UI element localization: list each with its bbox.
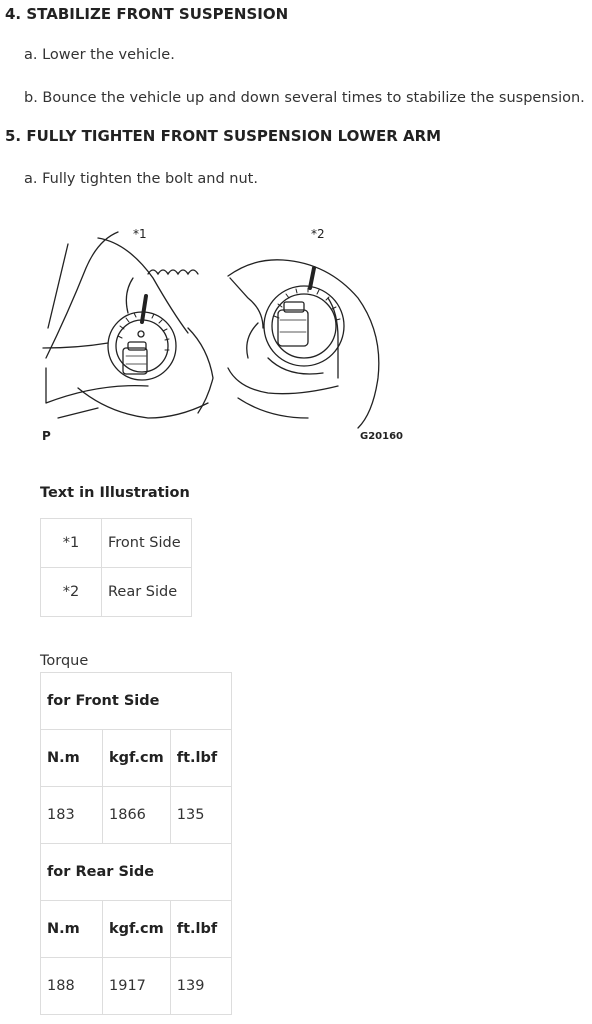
step5-substep-a: a. Fully tighten the bolt and nut. xyxy=(24,171,258,187)
unit-header: N.m xyxy=(41,901,103,958)
table-row xyxy=(41,730,232,787)
torque-value: 1917 xyxy=(103,958,171,1015)
illustration-legend-table xyxy=(40,518,192,617)
table-row xyxy=(41,901,232,958)
step4-substep-a: a. Lower the vehicle. xyxy=(24,47,175,63)
torque-value: 183 xyxy=(41,787,103,844)
illustration-legend-title: Text in Illustration xyxy=(40,485,190,501)
unit-header: kgf.cm xyxy=(103,901,171,958)
legend-key: *1 xyxy=(41,519,102,568)
rear-frame-line xyxy=(228,260,379,428)
table-row xyxy=(41,519,192,568)
illustration-drawing xyxy=(38,218,418,448)
figure-code: G20160 xyxy=(360,431,403,442)
legend-key: *2 xyxy=(41,568,102,617)
unit-header: N.m xyxy=(41,730,103,787)
rear-gauge-dial xyxy=(264,286,344,366)
table-row xyxy=(41,568,192,617)
torque-value: 1866 xyxy=(103,787,171,844)
front-bolt-head xyxy=(123,348,147,374)
rear-bolt-head xyxy=(278,310,308,346)
table-row xyxy=(41,673,232,730)
torque-value: 135 xyxy=(170,787,231,844)
torque-illustration xyxy=(38,218,418,448)
step4-heading: 4. STABILIZE FRONT SUSPENSION xyxy=(5,5,289,23)
torque-value: 188 xyxy=(41,958,103,1015)
rear-torque-marker xyxy=(310,268,314,288)
torque-table xyxy=(40,672,232,1015)
unit-header: ft.lbf xyxy=(170,730,231,787)
front-torque-marker xyxy=(142,296,146,322)
front-spring-coils xyxy=(148,270,198,274)
callout-1: *1 xyxy=(133,227,147,241)
unit-header: kgf.cm xyxy=(103,730,171,787)
callout-2: *2 xyxy=(311,227,325,241)
unit-header: ft.lbf xyxy=(170,901,231,958)
corner-letter: P xyxy=(42,429,51,443)
torque-label: Torque xyxy=(40,653,89,669)
legend-value: Rear Side xyxy=(102,568,192,617)
torque-section-title: for Rear Side xyxy=(41,844,232,901)
torque-value: 139 xyxy=(170,958,231,1015)
step5-heading: 5. FULLY TIGHTEN FRONT SUSPENSION LOWER ARM xyxy=(5,127,442,145)
legend-value: Front Side xyxy=(102,519,192,568)
front-chassis-line xyxy=(46,232,118,358)
table-row xyxy=(41,958,232,1015)
step4-substep-b: b. Bounce the vehicle up and down several times to stabilize the suspension. xyxy=(24,90,585,106)
table-row xyxy=(41,844,232,901)
table-row xyxy=(41,787,232,844)
torque-section-title: for Front Side xyxy=(41,673,232,730)
